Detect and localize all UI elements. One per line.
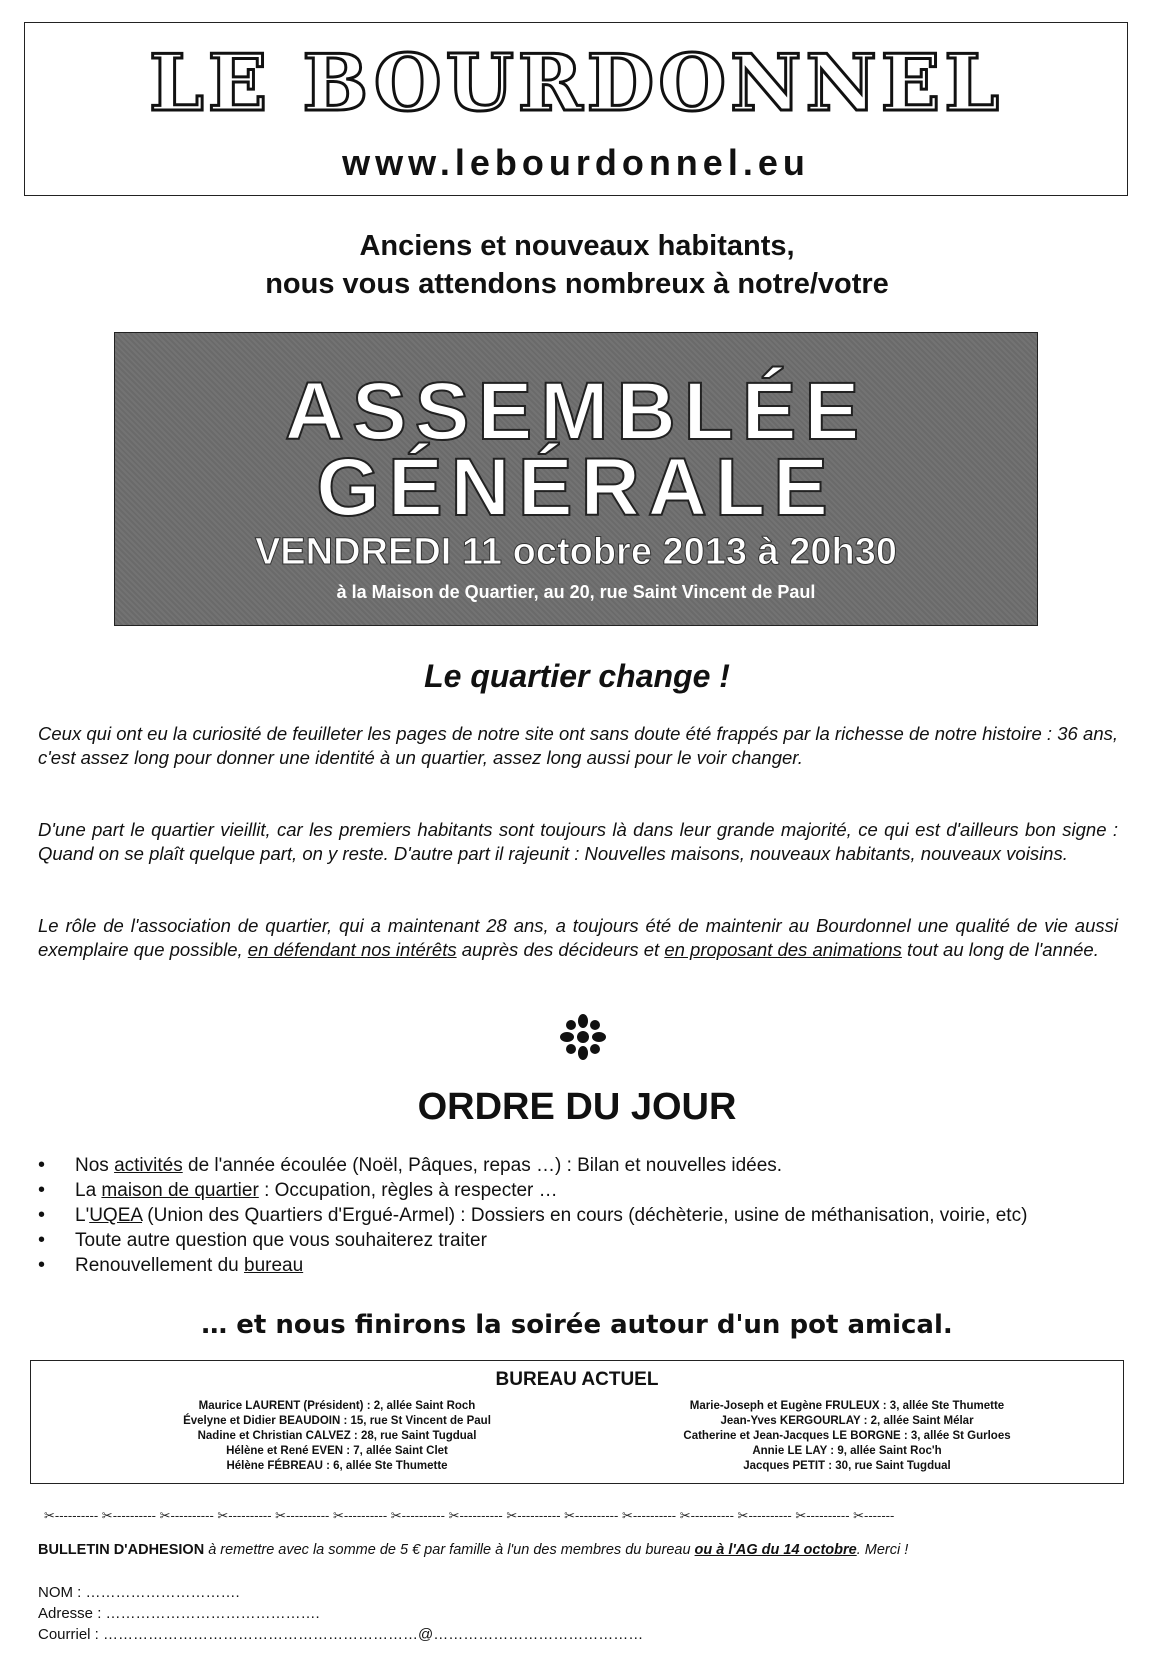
masthead-title: LE BOURDONNEL xyxy=(148,38,1004,129)
bulletin-label: BULLETIN D'ADHESION xyxy=(38,1542,205,1558)
bureau-member: Hélène FÉBREAU : 6, allée Ste Thumette xyxy=(226,1460,448,1472)
paragraph-1: Ceux qui ont eu la curiosité de feuilleter les pages de notre site ont sans doute été frappés par la richesse de notre histoire : 36 ans, c'est assez long pour donner une identité à un quartier, assez long aussi pour le voir changer. xyxy=(38,723,1118,768)
bulletin-underlined: ou à l'AG du 14 octobre xyxy=(694,1542,857,1558)
paragraph-3-text-a: Le rôle de l'association de quartier, qui a maintenant 28 ans, a toujours été de maintenir au Bourdonnel une qualité de vie aussi exemplaire que possible, xyxy=(38,915,1118,960)
agenda-item-3-text-b: (Union des Quartiers d'Ergué-Armel) : Dossiers en cours (déchèterie, usine de méthanisation, voirie, etc) xyxy=(142,1205,1028,1226)
bureau-member: Jean-Yves KERGOURLAY : 2, allée Saint Mélar xyxy=(720,1415,974,1427)
banner-title-line-1: ASSEMBLÉE xyxy=(284,366,868,457)
agenda-item-1-text-a: Nos xyxy=(75,1155,115,1176)
agenda-item xyxy=(38,1179,1118,1202)
agenda-item-3-underline: UQEA xyxy=(89,1205,143,1226)
paragraph-3-text-c: tout au long de l'année. xyxy=(901,939,1099,960)
paragraph-3-underline-2: en proposant des animations xyxy=(664,939,902,960)
intro-line-2: nous vous attendons nombreux à notre/votre xyxy=(265,268,889,300)
banner-title-line-2: GÉNÉRALE xyxy=(316,442,836,533)
agenda-item: • Toute autre question que vous souhaiterez traiter xyxy=(38,1229,1118,1252)
agenda-list xyxy=(38,1154,1118,1279)
paragraph-3 xyxy=(38,914,1118,962)
banner-date: VENDREDI 11 octobre 2013 à 20h30 xyxy=(254,531,898,573)
bulletin-end: . Merci ! xyxy=(856,1542,909,1558)
agenda-item-1-underline: activités xyxy=(114,1155,183,1176)
scissors-cut-line: ✂---------- ✂---------- ✂---------- ✂---------- ✂---------- ✂---------- ✂---------- ✂---------- ✂---------- ✂---------- ✂---------- ✂---------- ✂---------- ✂---------- ✂------- xyxy=(44,1508,895,1523)
bureau-box xyxy=(30,1360,1124,1484)
bureau-left-list xyxy=(87,1399,587,1474)
agenda-title: ORDRE DU JOUR xyxy=(417,1086,737,1128)
section-heading: Le quartier change ! xyxy=(424,658,730,694)
bureau-right-list xyxy=(597,1399,1097,1474)
intro-line-1: Anciens et nouveaux habitants, xyxy=(359,230,795,262)
bureau-member: Marie-Joseph et Eugène FRULEUX : 3, allée Ste Thumette xyxy=(689,1400,1005,1412)
form-field-adresse: Adresse : ……………………………………. xyxy=(38,1605,320,1622)
bureau-member: Nadine et Christian CALVEZ : 28, rue Saint Tugdual xyxy=(197,1430,477,1442)
form-field-courriel: Courriel : ………………………………………………………@…………………………………… xyxy=(38,1626,644,1643)
agenda-item-2-text-b: : Occupation, règles à respecter … xyxy=(258,1180,558,1201)
agenda-item-5-text-a: Renouvellement du xyxy=(75,1255,244,1276)
agenda-item-2-underline: maison de quartier xyxy=(101,1180,259,1201)
agenda-item xyxy=(38,1154,1118,1177)
assembly-banner xyxy=(114,332,1038,626)
bureau-member: Annie LE LAY : 9, allée Saint Roc'h xyxy=(752,1445,942,1457)
bureau-member: Catherine et Jean-Jacques LE BORGNE : 3, allée St Gurloes xyxy=(683,1430,1011,1442)
paragraph-3-underline-1: en défendant nos intérêts xyxy=(247,939,457,960)
membership-form-header xyxy=(38,1542,908,1558)
bureau-member: Jacques PETIT : 30, rue Saint Tugdual xyxy=(743,1460,951,1472)
agenda-item-5-underline: bureau xyxy=(244,1255,304,1276)
form-field-nom: NOM : …………………………. xyxy=(38,1584,240,1601)
agenda-item-3-text-a: L' xyxy=(75,1205,90,1226)
bureau-member: Évelyne et Didier BEAUDOIN : 15, rue St Vincent de Paul xyxy=(183,1415,491,1427)
bureau-member: Maurice LAURENT (Président) : 2, allée Saint Roch xyxy=(198,1400,476,1412)
paragraph-2: D'une part le quartier vieillit, car les premiers habitants sont toujours là dans leur grande majorité, ce qui est d'ailleurs bon signe : Quand on se plaît quelque part, on y reste. D'autre part il rajeunit : Nouvelles maisons, nouveaux habitants, nouveaux voisins. xyxy=(38,819,1118,864)
bureau-title: BUREAU ACTUEL xyxy=(495,1369,659,1390)
agenda-item-2-text-a: La xyxy=(75,1180,102,1201)
banner-place: à la Maison de Quartier, au 20, rue Saint Vincent de Paul xyxy=(336,582,816,602)
paragraph-3-text-b: auprès des décideurs et xyxy=(456,939,665,960)
website-url: www.lebourdonnel.eu xyxy=(342,142,810,183)
agenda-item xyxy=(38,1254,1118,1277)
masthead-box xyxy=(24,22,1128,196)
bureau-member: Hélène et René EVEN : 7, allée Saint Clet xyxy=(226,1445,448,1457)
bulletin-text: à remettre avec la somme de 5 € par famille à l'un des membres du bureau xyxy=(204,1542,695,1558)
agenda-item xyxy=(38,1204,1118,1227)
flower-ornament-icon xyxy=(560,1014,606,1060)
closing-line: … et nous finirons la soirée autour d'un pot amical. xyxy=(201,1310,953,1340)
agenda-item-1-text-b: de l'année écoulée (Noël, Pâques, repas …) : Bilan et nouvelles idées. xyxy=(182,1155,783,1176)
